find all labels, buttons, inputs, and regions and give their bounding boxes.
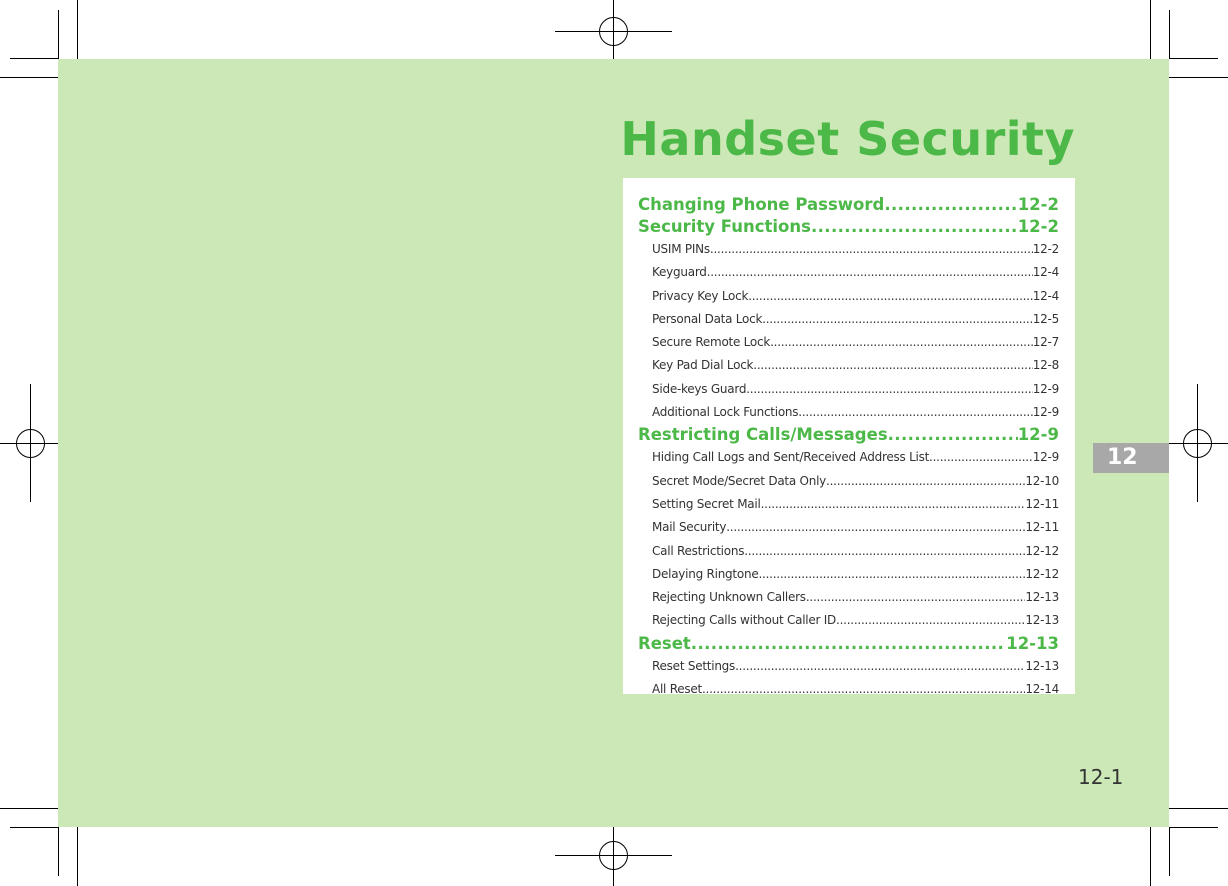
- page-title: Handset Security: [620, 112, 1075, 166]
- page-number: 12-1: [1078, 765, 1124, 789]
- toc-item[interactable]: Key Pad Dial Lock ..... 12-8: [638, 354, 1059, 377]
- toc-item[interactable]: Hiding Call Logs and Sent/Received Address List ..... 12-9: [638, 446, 1059, 469]
- toc-item[interactable]: Delaying Ringtone ..... 12-12: [638, 563, 1059, 586]
- toc-item[interactable]: Side-keys Guard ..... 12-9: [638, 378, 1059, 401]
- toc-item[interactable]: Rejecting Unknown Callers ..... 12-13: [638, 586, 1059, 609]
- toc-item[interactable]: Secret Mode/Secret Data Only ..... 12-10: [638, 470, 1059, 493]
- toc-item[interactable]: Personal Data Lock ..... 12-5: [638, 308, 1059, 331]
- toc-section[interactable]: Security Functions ..... 12-2: [638, 216, 1059, 238]
- toc-item[interactable]: Keyguard ..... 12-4: [638, 261, 1059, 284]
- toc-item[interactable]: Call Restrictions ..... 12-12: [638, 540, 1059, 563]
- chapter-tab[interactable]: 12: [1093, 443, 1169, 473]
- table-of-contents: [623, 178, 1075, 697]
- toc-item[interactable]: Setting Secret Mail ..... 12-11: [638, 493, 1059, 516]
- toc-item[interactable]: Reset Settings ..... 12-13: [638, 655, 1059, 678]
- toc-item[interactable]: All Reset ..... 12-14: [638, 678, 1059, 701]
- toc-section[interactable]: Reset ..... 12-13: [638, 633, 1059, 655]
- toc-item[interactable]: Mail Security ..... 12-11: [638, 516, 1059, 539]
- toc-item[interactable]: Rejecting Calls without Caller ID ..... 12-13: [638, 609, 1059, 632]
- toc-item[interactable]: Secure Remote Lock ..... 12-7: [638, 331, 1059, 354]
- toc-item[interactable]: Privacy Key Lock ..... 12-4: [638, 285, 1059, 308]
- toc-item[interactable]: Additional Lock Functions ..... 12-9: [638, 401, 1059, 424]
- toc-section[interactable]: Changing Phone Password ..... 12-2: [638, 194, 1059, 216]
- toc-section[interactable]: Restricting Calls/Messages ..... 12-9: [638, 424, 1059, 446]
- toc-item[interactable]: USIM PINs ..... 12-2: [638, 238, 1059, 261]
